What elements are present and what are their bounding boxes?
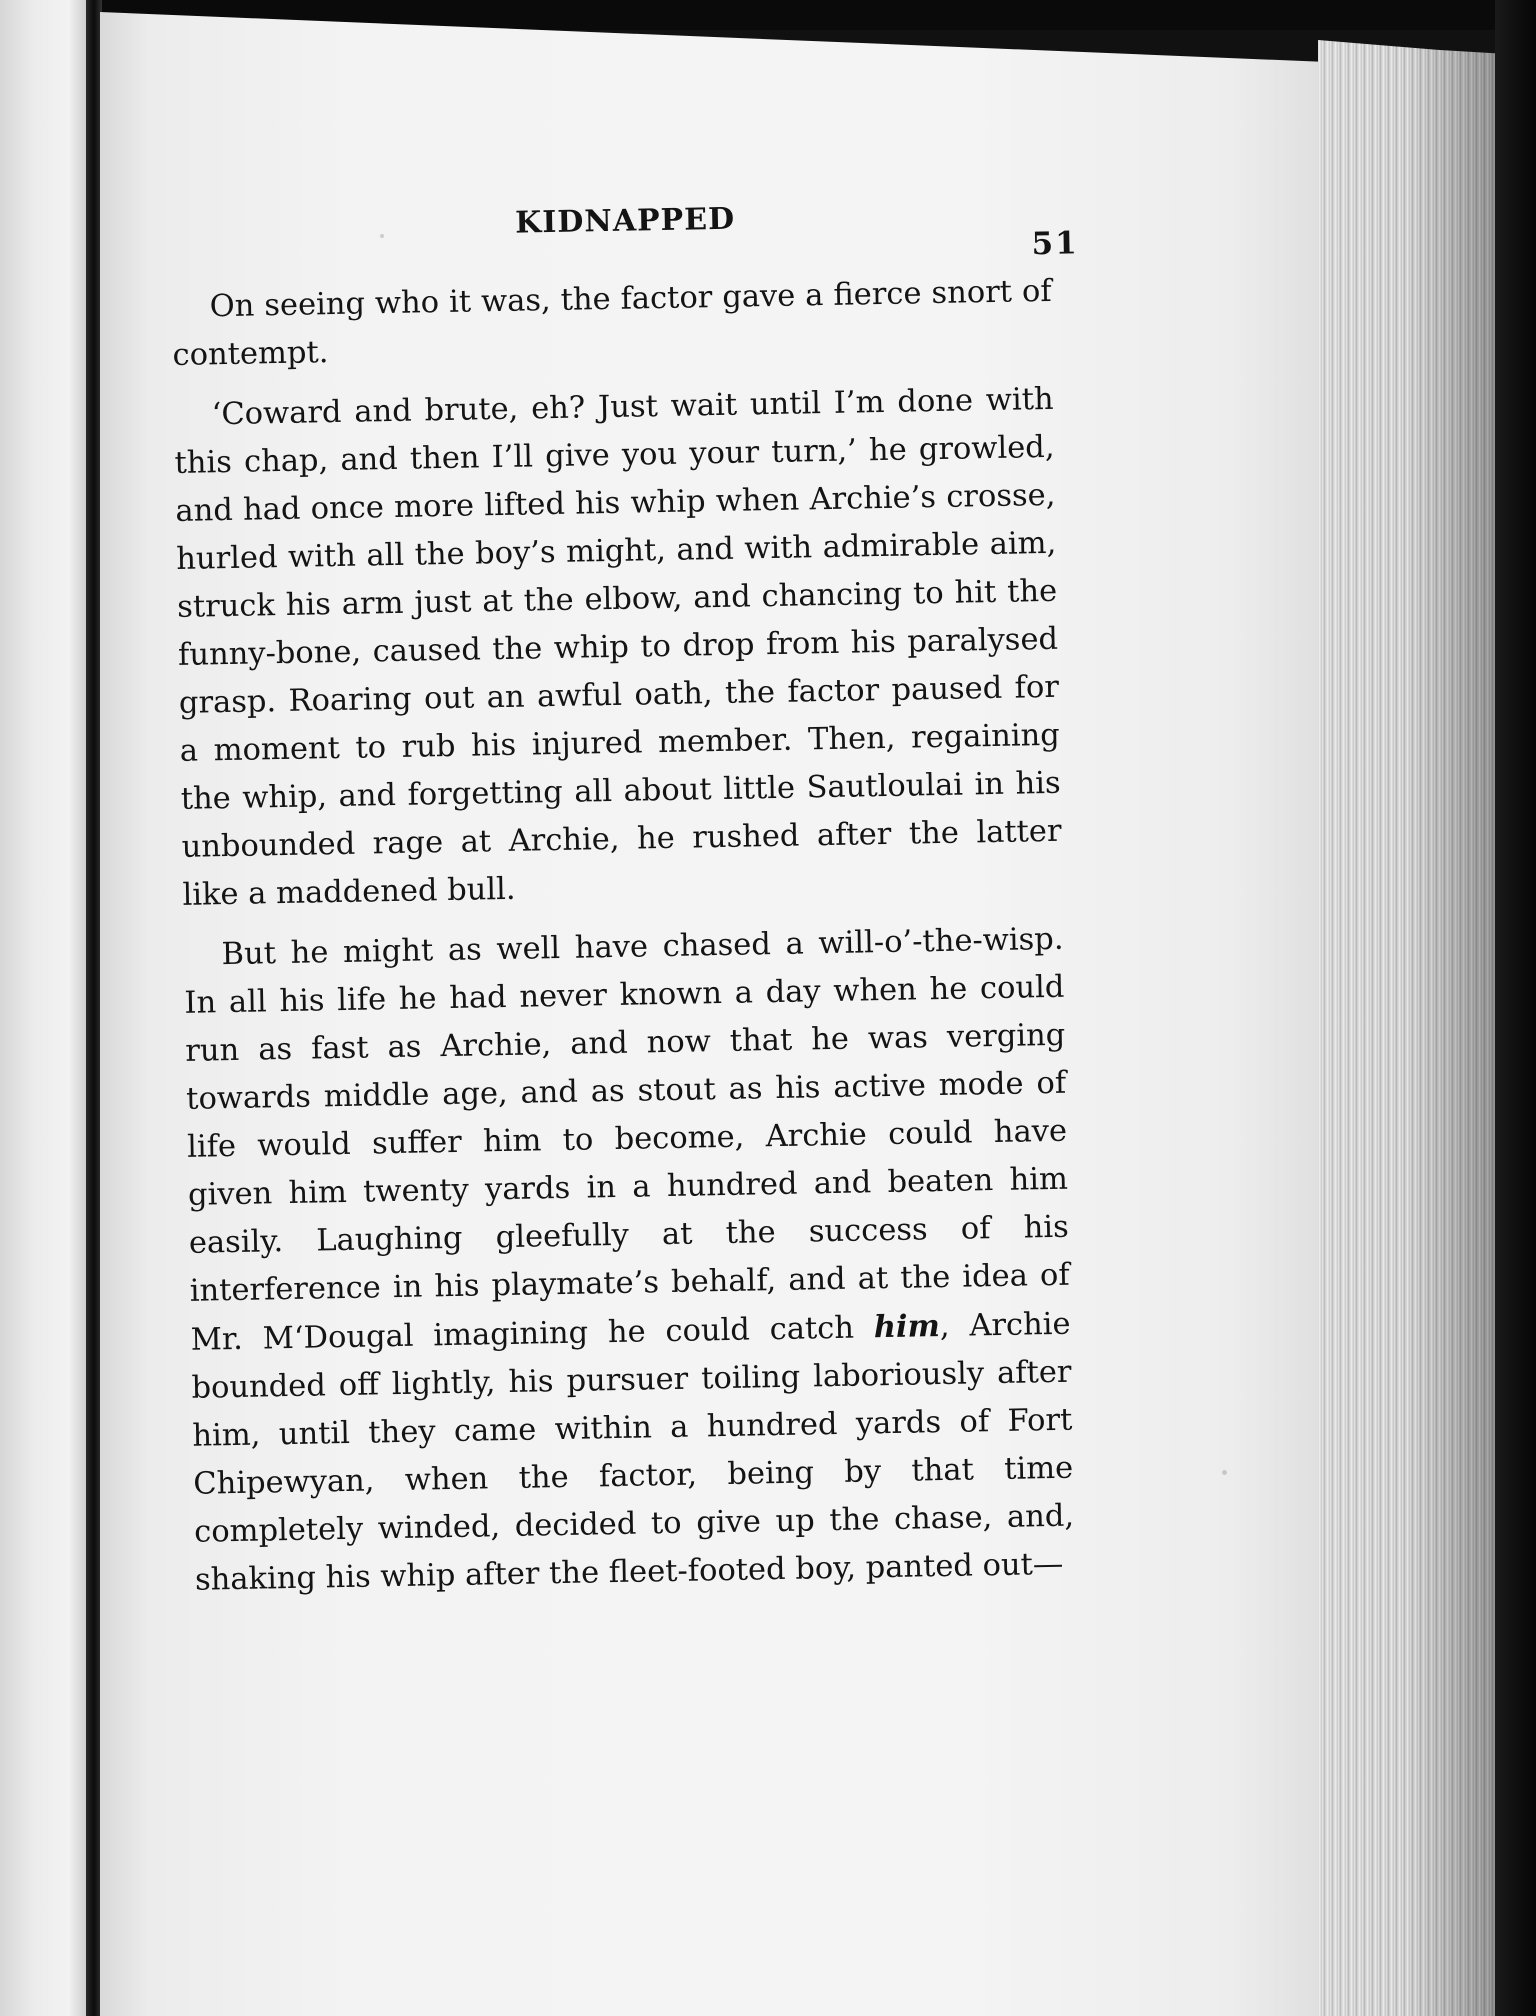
emphasized-word: him [873,1308,941,1346]
paragraph-3 [183,916,1075,1605]
facing-page-edge [0,0,86,2016]
paragraph-3-text-after: , Archie bounded off lightly, his pursuer toiling laboriously after him, until they came within a hundred yards of Fort Chipewyan, when the factor, being by that time completely winded, decided to give up the chase, and, shaking his whip after the fleet-footed boy, panted out— [191,1306,1075,1598]
running-title: KIDNAPPED [514,201,736,241]
paragraph-2: ‘Coward and brute, eh? Just wait until I’m done with this chap, and then I’ll give you your turn,’ he growled, and had once more lifted his whip when Archie’s crosse, hurled with all the boy’s might, and with admirable aim, struck his arm just at the elbow, and chancing to hit the funny-bone, caused the whip to drop from his paralysed grasp. Roaring out an awful oath, the factor paused for a moment to rub his injured member. Then, regaining the whip, and forgetting all about little Sautloulai in his unbounded rage at Archie, he rushed after the latter like a maddened bull. [174,381,1062,913]
page-number: 51 [1031,225,1080,263]
paragraph-3-text-before: But he might as well have chased a will-o’-the-wisp. In all his life he had never known a day when he could run as fast as Archie, and now that he was verging towards middle age, and as stout as his active mode of life would suffer him to become, Archie could have given him twenty yards in a hundred and beaten him easily. Laughing gleefully at the success of his interference in his playmate’s behalf, and at the idea of Mr. M‘Dougal imagining he could catch [184,921,1070,1358]
scanner-edge-shadow [1495,0,1536,2016]
page-text-block [170,196,1080,1617]
page-mark [1222,1470,1227,1475]
book-gutter [86,0,102,2016]
paragraph-1: On seeing who it was, the factor gave a fierce snort of contempt. [172,273,1052,373]
